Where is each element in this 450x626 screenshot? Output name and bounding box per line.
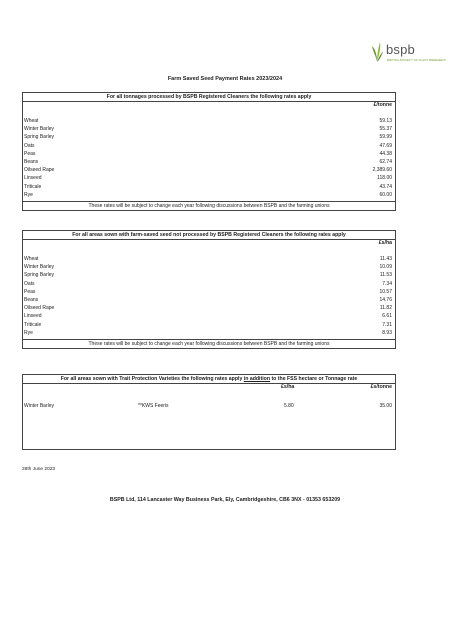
table-heading	[23, 375, 395, 384]
table-row	[23, 330, 395, 337]
crop-name: Spring Barley	[24, 272, 55, 279]
trait-crop: Winter Barley	[24, 403, 55, 409]
bspb-logo	[370, 40, 446, 64]
crop-rate: 43.74	[379, 183, 392, 190]
footer-address: BSPB Ltd, 114 Lancaster Way Business Park, Ely, Cambridgeshire, CB6 3NX - 01353 653209	[109, 497, 341, 503]
rates-note: These rates will be subject to change each year following discussions between BSPB and the farming unions	[23, 339, 395, 348]
crop-name: Oilseed Rape	[24, 305, 55, 312]
table-row	[23, 313, 395, 320]
crop-rate: 14.76	[379, 297, 392, 303]
table-row	[23, 256, 395, 263]
page-title: Farm Saved Seed Payment Rates 2023/2024	[167, 76, 283, 82]
crop-name: Wheat	[24, 118, 39, 124]
crop-rate: 2,389.60	[372, 167, 392, 174]
rates-note: These rates will be subject to change each year following discussions between BSPB and the farming unions	[23, 201, 395, 210]
crop-rate: 6.61	[382, 313, 392, 320]
crop-rate: 59.13	[379, 118, 392, 124]
unit-label: £/tonne	[373, 102, 392, 108]
crop-name: Oilseed Rape	[24, 167, 55, 174]
table-row	[23, 305, 395, 312]
crop-name: Triticale	[24, 183, 42, 190]
leaf-logo-icon	[370, 40, 384, 64]
crop-rate: 11.53	[379, 272, 392, 279]
table-row	[23, 272, 395, 279]
crop-rate: 7.31	[382, 321, 392, 328]
crop-name: Peas	[24, 150, 36, 157]
table-row	[23, 118, 395, 125]
crop-rate: 60.00	[379, 191, 392, 198]
crop-rate: 11.43	[379, 256, 392, 262]
crop-rate: 8.93	[382, 329, 392, 336]
crop-rate: 10.57	[379, 288, 392, 295]
crop-name: Linseed	[24, 313, 42, 320]
col-header-ha: £s/ha	[281, 384, 295, 390]
table-row	[23, 264, 395, 271]
crop-rate: 7.34	[382, 280, 392, 287]
table-row	[23, 297, 395, 304]
document-date: 28th June 2023	[22, 467, 56, 472]
crop-name: Peas	[24, 288, 36, 295]
crop-name: Wheat	[24, 256, 39, 262]
non-processed-table	[22, 230, 396, 349]
crop-rate: 59.99	[379, 134, 392, 141]
table-heading: For all areas sown with farm-saved seed not processed by BSPB Registered Cleaners the following rates apply	[23, 231, 395, 240]
crop-name: Beans	[24, 297, 39, 303]
logo-tagline: BRITISH SOCIETY OF PLANT BREEDERS	[387, 58, 446, 62]
crop-rate: 11.82	[379, 305, 392, 312]
col-header-tonne: £s/tonne	[370, 384, 392, 390]
crop-name: Oats	[24, 142, 35, 149]
trait-protection-table	[22, 374, 396, 450]
table-row	[23, 134, 395, 141]
crop-name: Winter Barley	[24, 126, 55, 133]
table-row	[23, 151, 395, 158]
table-row	[23, 167, 395, 174]
crop-name: Winter Barley	[24, 264, 55, 271]
table-row	[23, 322, 395, 329]
crop-name: Linseed	[24, 175, 42, 182]
unit-label: £s/ha	[378, 240, 392, 246]
trait-rate-ha: 5.80	[284, 403, 294, 409]
crop-name: Triticale	[24, 321, 42, 328]
crop-rate: 62.74	[379, 159, 392, 165]
table-row	[23, 126, 395, 133]
table-heading: For all tonnages processed by BSPB Registered Cleaners the following rates apply	[23, 93, 395, 102]
crop-name: Rye	[24, 191, 33, 198]
crop-rate: 55.37	[379, 126, 392, 133]
crop-name: Oats	[24, 280, 35, 287]
heading-part: to the FSS hectare or Tonnage rate	[270, 376, 358, 382]
table-row	[23, 143, 395, 150]
crop-name: Spring Barley	[24, 134, 55, 141]
logo-brand-text: bspb	[386, 42, 415, 57]
heading-emphasis: in addition	[243, 376, 271, 382]
trait-rate-tonne: 35.00	[379, 403, 392, 409]
crop-rate: 44.38	[379, 150, 392, 157]
heading-part: For all areas sown with Trait Protection Varieties the following rates apply	[60, 376, 244, 382]
table-row	[23, 289, 395, 296]
trait-variety: **KWS Feeris	[138, 403, 169, 409]
table-row	[23, 159, 395, 166]
crop-name: Beans	[24, 159, 39, 165]
crop-rate: 47.69	[379, 142, 392, 149]
crop-name: Rye	[24, 329, 33, 336]
table-row	[23, 175, 395, 182]
crop-rate: 10.09	[379, 264, 392, 271]
crop-rate: 118.00	[377, 175, 392, 182]
registered-cleaners-table	[22, 92, 396, 211]
table-row	[23, 184, 395, 191]
table-row	[23, 281, 395, 288]
table-row	[23, 192, 395, 199]
